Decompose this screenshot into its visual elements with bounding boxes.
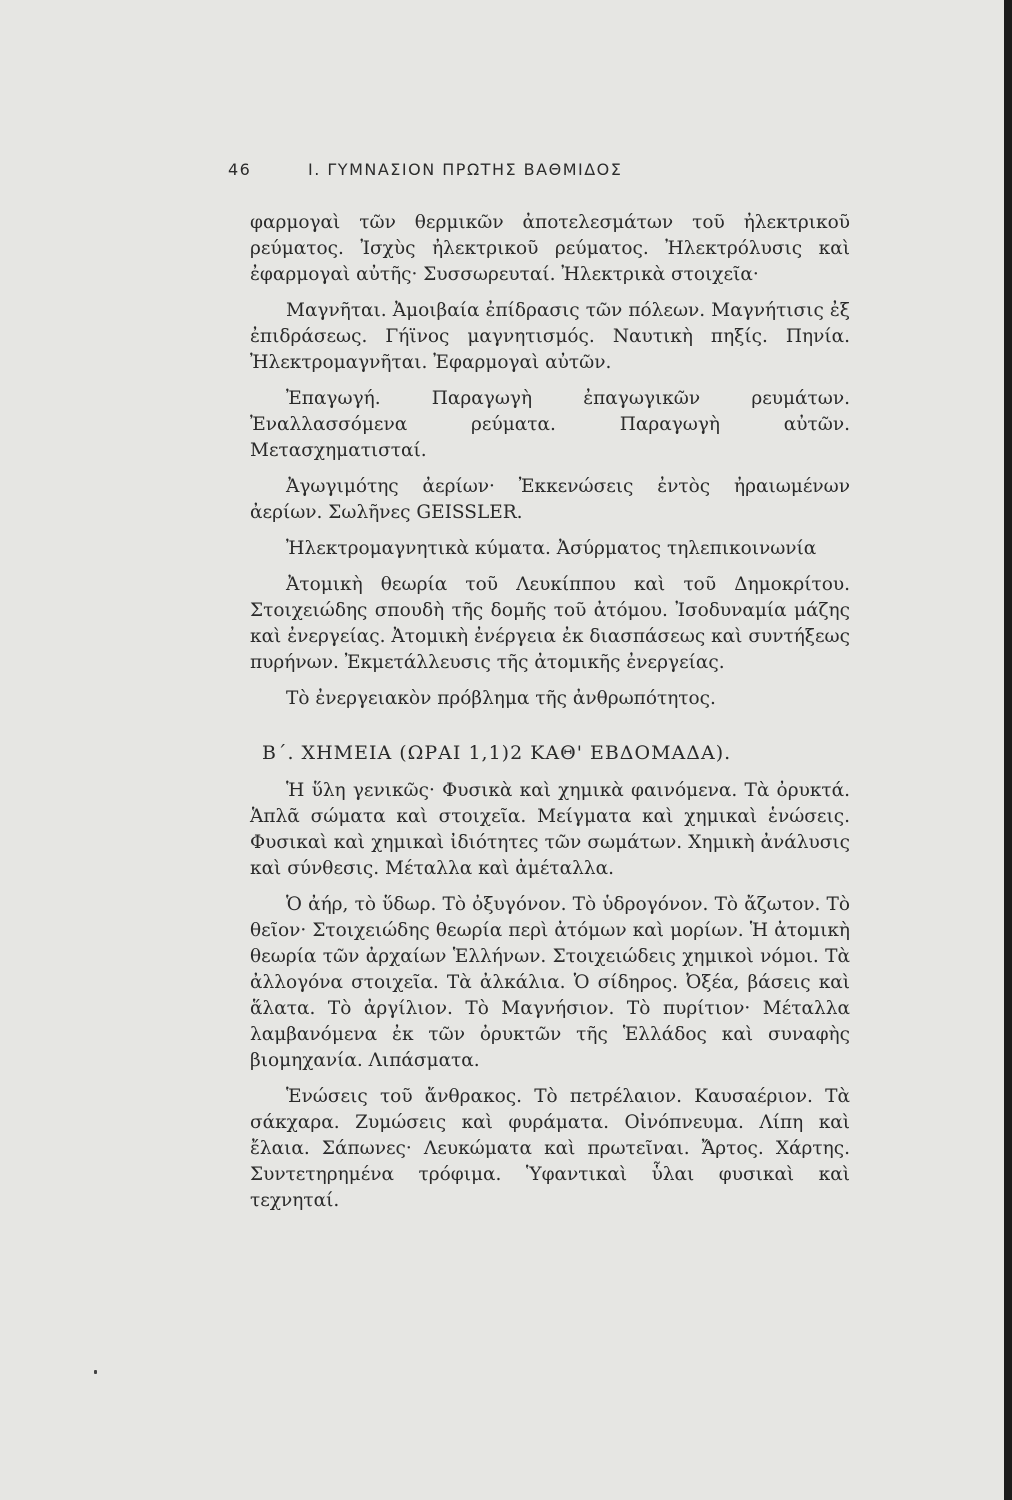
ink-speck: [94, 1370, 97, 1374]
paragraph-induction: Ἐπαγωγή. Παραγωγὴ ἐπαγωγικῶν ρευμάτων. Ἐναλλασσόμενα ρεύματα. Παραγωγὴ αὐτῶν. Μετασχηματισταί.: [250, 388, 850, 461]
page-edge-shadow: [1004, 0, 1012, 1500]
section-heading-chemistry: Β΄. ΧΗΜΕΙΑ (ΩΡΑΙ 1,1)2 ΚΑΘ' ΕΒΔΟΜΑΔΑ).: [262, 742, 732, 764]
paragraph-atomic-theory: Ἀτομικὴ θεωρία τοῦ Λευκίππου καὶ τοῦ Δημοκρίτου. Στοιχειώδης σπουδὴ τῆς δομῆς τοῦ ἀτόμου. Ἰσοδυναμία μάζης καὶ ἐνεργείας. Ἀτομικὴ ἐνέργεια ἐκ διασπάσεως καὶ συντήξεως πυρήνων. Ἐκμετάλλευσις τῆς ἀτομικῆς ἐνεργείας.: [250, 574, 850, 673]
running-header: [228, 160, 788, 179]
paragraph-magnets: Μαγνῆται. Ἀμοιβαία ἐπίδρασις τῶν πόλεων. Μαγνήτισις ἐξ ἐπιδράσεως. Γήϊνος μαγνητισμός. Ναυτικὴ πηξίς. Πηνία. Ἠλεκτρομαγνῆται. Ἐφαρμογαὶ αὐτῶν.: [250, 300, 850, 373]
paragraph-matter: Ἡ ὕλη γενικῶς· Φυσικὰ καὶ χημικὰ φαινόμενα. Τὰ ὀρυκτά. Ἁπλᾶ σώματα καὶ στοιχεῖα. Μείγματα καὶ χημικαὶ ἑνώσεις. Φυσικαὶ καὶ χημικαὶ ἰδιότητες τῶν σωμάτων. Χημικὴ ἀνάλυσις καὶ σύνθεσις. Μέταλλα καὶ ἀμέταλλα.: [250, 780, 850, 879]
running-title: Ι. ΓΥΜΝΑΣΙΟΝ ΠΡΩΤΗΣ ΒΑΘΜΙΔΟΣ: [308, 160, 623, 179]
paragraph-electric-current: φαρμογαὶ τῶν θερμικῶν ἀποτελεσμάτων τοῦ ἠλεκτρικοῦ ρεύματος. Ἰσχὺς ἠλεκτρικοῦ ρεύματος. Ἠλεκτρόλυσις καὶ ἐφαρμογαὶ αὐτῆς· Συσσωρευταί. Ἠλεκτρικὰ στοιχεῖα·: [250, 212, 850, 285]
paragraph-elements: Ὁ ἀήρ, τὸ ὕδωρ. Τὸ ὀξυγόνον. Τὸ ὑδρογόνον. Τὸ ἄζωτον. Τὸ θεῖον· Στοιχειώδης θεωρία περὶ ἀτόμων καὶ μορίων. Ἡ ἀτομικὴ θεωρία τῶν ἀρχαίων Ἑλλήνων. Στοιχειώδεις χημικοὶ νόμοι. Τὰ ἀλλογόνα στοιχεῖα. Τὰ ἀλκάλια. Ὁ σίδηρος. Ὀξέα, βάσεις καὶ ἅλατα. Τὸ ἀργίλιον. Τὸ Μαγνήσιον. Τὸ πυρίτιον· Μέταλλα λαμβανόμενα ἐκ τῶν ὀρυκτῶν τῆς Ἑλλάδος καὶ συναφὴς βιομηχανία. Λιπάσματα.: [250, 894, 850, 1071]
paragraph-em-waves: Ἠλεκτρομαγνητικὰ κύματα. Ἀσύρματος τηλεπικοινωνία: [286, 538, 817, 559]
body-text: [250, 210, 850, 1224]
paragraph-gas-conductivity: Ἀγωγιμότης ἀερίων· Ἐκκενώσεις ἐντὸς ἠραιωμένων ἀερίων. Σωλῆνες GEISSLER.: [250, 476, 850, 523]
page-number: 46: [228, 160, 252, 179]
paragraph-energy-problem: Τὸ ἐνεργειακὸν πρόβλημα τῆς ἀνθρωπότητος.: [286, 688, 716, 709]
paragraph-carbon-compounds: Ἑνώσεις τοῦ ἄνθρακος. Τὸ πετρέλαιον. Καυσαέριον. Τὰ σάκχαρα. Ζυμώσεις καὶ φυράματα. Οἰνόπνευμα. Λίπη καὶ ἔλαια. Σάπωνες· Λευκώματα καὶ πρωτεῖναι. Ἄρτος. Χάρτης. Συντετηρημένα τρόφιμα. Ὑφαντικαὶ ὗλαι φυσικαὶ καὶ τεχνηταί.: [250, 1086, 850, 1211]
